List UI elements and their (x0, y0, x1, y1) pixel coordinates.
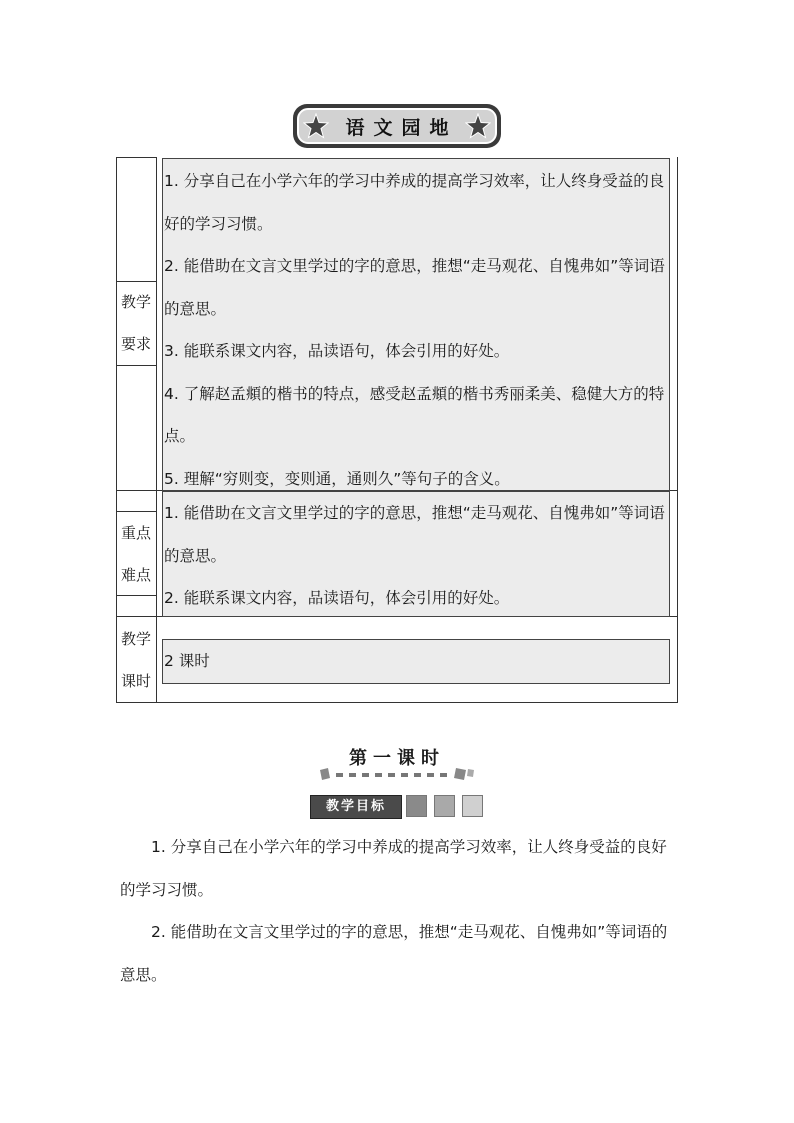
list-item: 2. 能借助在文言文里学过的字的意思，推想“走马观花、自愧弗如”等词语的意思。 (164, 257, 665, 318)
decorative-square (406, 795, 427, 817)
section-banner (293, 104, 501, 148)
requirements-list (164, 160, 672, 500)
goal-item: 2. 能借助在文言文里学过的字的意思，推想“走马观花、自愧弗如”等词语的意思。 (120, 923, 668, 984)
row-label-class-hours: 教学 课时 (120, 630, 151, 690)
row-label-requirements: 教学 要求 (120, 293, 151, 353)
lesson-goals (120, 826, 676, 996)
teaching-info-table (116, 157, 678, 703)
teaching-goal-label: 教学目标 (310, 795, 402, 819)
list-item: 2. 能联系课文内容，品读语句，体会引用的好处。 (164, 589, 510, 607)
star-icon (303, 113, 329, 139)
row-label-key-points: 重点 难点 (120, 524, 151, 584)
goal-item: 1. 分享自己在小学六年的学习中养成的提高学习效率，让人终身受益的良好的学习习惯。 (120, 838, 667, 899)
decorative-square (434, 795, 455, 817)
lesson-title: 第一课时 (349, 748, 445, 769)
list-item: 4. 了解赵孟頫的楷书的特点，感受赵孟頫的楷书秀丽柔美、稳健大方的特点。 (164, 384, 665, 445)
decorative-square (462, 795, 483, 817)
key-points-list (164, 492, 672, 620)
decorative-dash-divider (318, 766, 476, 782)
list-item: 1. 分享自己在小学六年的学习中养成的提高学习效率，让人终身受益的良好的学习习惯。 (164, 172, 665, 233)
list-item: 5. 理解“穷则变，变则通，通则久”等句子的含义。 (164, 469, 510, 488)
list-item: 1. 能借助在文言文里学过的字的意思，推想“走马观花、自愧弗如”等词语的意思。 (164, 504, 665, 565)
star-icon (465, 113, 491, 139)
class-hours-value: 2 课时 (164, 652, 210, 670)
list-item: 3. 能联系课文内容，品读语句，体会引用的好处。 (164, 342, 510, 360)
section-title: 语文园地 (345, 116, 458, 139)
